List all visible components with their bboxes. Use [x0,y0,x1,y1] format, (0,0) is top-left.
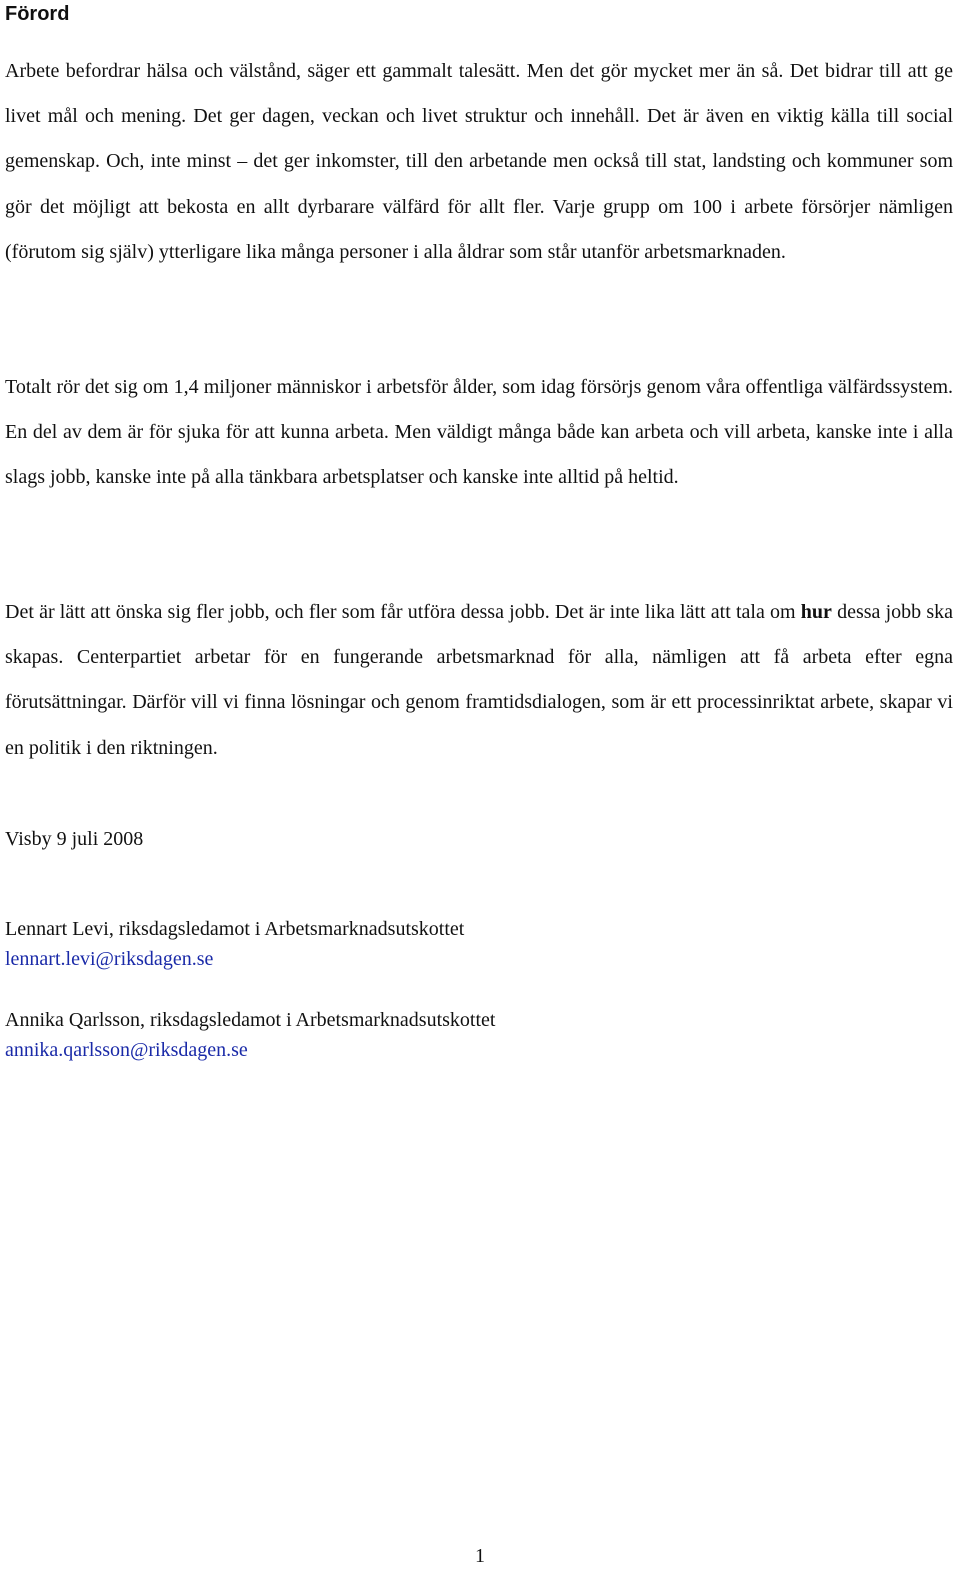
date-line: Visby 9 juli 2008 [5,828,144,850]
signatory-line: Annika Qarlsson, riksdagsledamot i Arbetsmarknadsutskottet [5,1009,496,1031]
signatory-annika-qarlsson [5,1005,495,1065]
signatory-line: Lennart Levi, riksdagsledamot i Arbetsmarknadsutskottet [5,918,465,940]
document-heading: Förord [5,3,70,25]
paragraph-statistics: Totalt rör det sig om 1,4 miljoner människor i arbetsför ålder, som idag försörjs genom våra offentliga välfärdssystem. En del av dem är för sjuka för att kunna arbeta. Men väldigt många både kan arbeta och vill arbeta, kanske inte i alla slags jobb, kanske inte på alla tänkbara arbetsplatser och kanske inte alltid på heltid. [5,376,953,489]
paragraph-text-after: dessa jobb ska skapas. Centerpartiet arbetar för en fungerande arbetsmarknad för alla, nämligen att få arbeta efter egna förutsättningar. Därför vill vi finna lösningar och genom framtidsdialogen, som är ett processinriktat arbete, skapar vi en politik i den riktningen. [5,601,953,759]
email-link[interactable]: lennart.levi@riksdagen.se [5,948,214,970]
page-number: 1 [475,1545,485,1567]
email-link[interactable]: annika.qarlsson@riksdagen.se [5,1039,248,1061]
emphasis-hur: hur [800,601,832,623]
paragraph-intro: Arbete befordrar hälsa och välstånd, säger ett gammalt talesätt. Men det gör mycket mer än så. Det bidrar till att ge livet mål och mening. Det ger dagen, veckan och livet struktur och innehåll. Det är även en viktig källa till social gemenskap. Och, inte minst – det ger inkomster, till den arbetande men också till stat, landsting och kommuner som gör det möjligt att bekosta en allt dyrbarare välfärd för allt fler. Varje grupp om 100 i arbete försörjer nämligen (förutom sig själv) ytterligare lika många personer i alla åldrar som står utanför arbetsmarknaden. [5,60,953,263]
signatory-lennart-levi [5,914,464,974]
paragraph-centerpartiet [5,590,953,771]
paragraph-text-before: Det är lätt att önska sig fler jobb, och fler som får utföra dessa jobb. Det är inte lika lätt att tala om [5,601,801,623]
